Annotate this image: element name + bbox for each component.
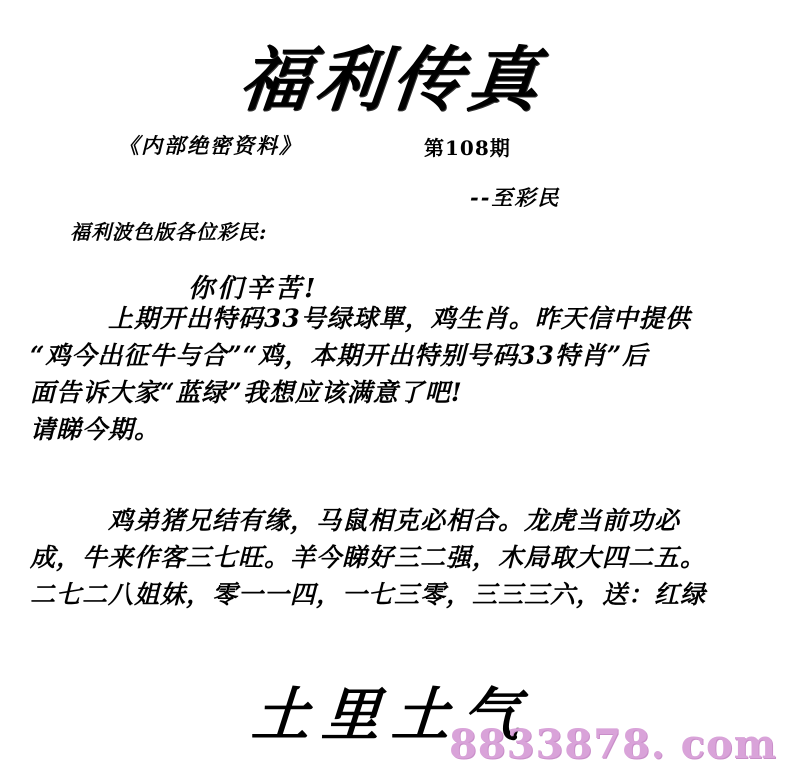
body-line: 成，牛来作客三七旺。羊今睇好三二强，木局取大四二五。 bbox=[30, 543, 707, 572]
paragraph-two bbox=[30, 502, 770, 613]
issue-number: 第108期 bbox=[424, 136, 511, 160]
body-line: 二七二八姐妹，零一一四，一七三零，三三三六，送：红绿 bbox=[30, 580, 707, 609]
addressee-label: --至彩民 bbox=[470, 185, 561, 210]
body-line: 面告诉大家“蓝绿”我想应该满意了吧! bbox=[30, 378, 463, 407]
subtitle-row bbox=[0, 130, 785, 162]
footer-headline: 土里土气 bbox=[249, 681, 535, 749]
body-line: 请睇今期。 bbox=[30, 415, 161, 444]
greeting-text: 你们辛苦! bbox=[188, 274, 319, 304]
page-title: 福利传真 bbox=[235, 38, 549, 121]
site-watermark: 8833878. com bbox=[448, 721, 777, 768]
confidential-label: 《内部绝密资料》 bbox=[118, 133, 302, 158]
body-line: “鸡今出征牛与合”“鸡，本期开出特别号码33特肖”后 bbox=[30, 341, 649, 370]
body-line: 上期开出特码33号绿球單，鸡生肖。昨天信中提供 bbox=[108, 304, 691, 333]
body-line: 鸡弟猪兄结有缘，马鼠相克必相合。龙虎当前功必 bbox=[108, 506, 681, 535]
salutation-text: 福利波色版各位彩民: bbox=[70, 220, 268, 244]
paragraph-one bbox=[30, 300, 770, 448]
